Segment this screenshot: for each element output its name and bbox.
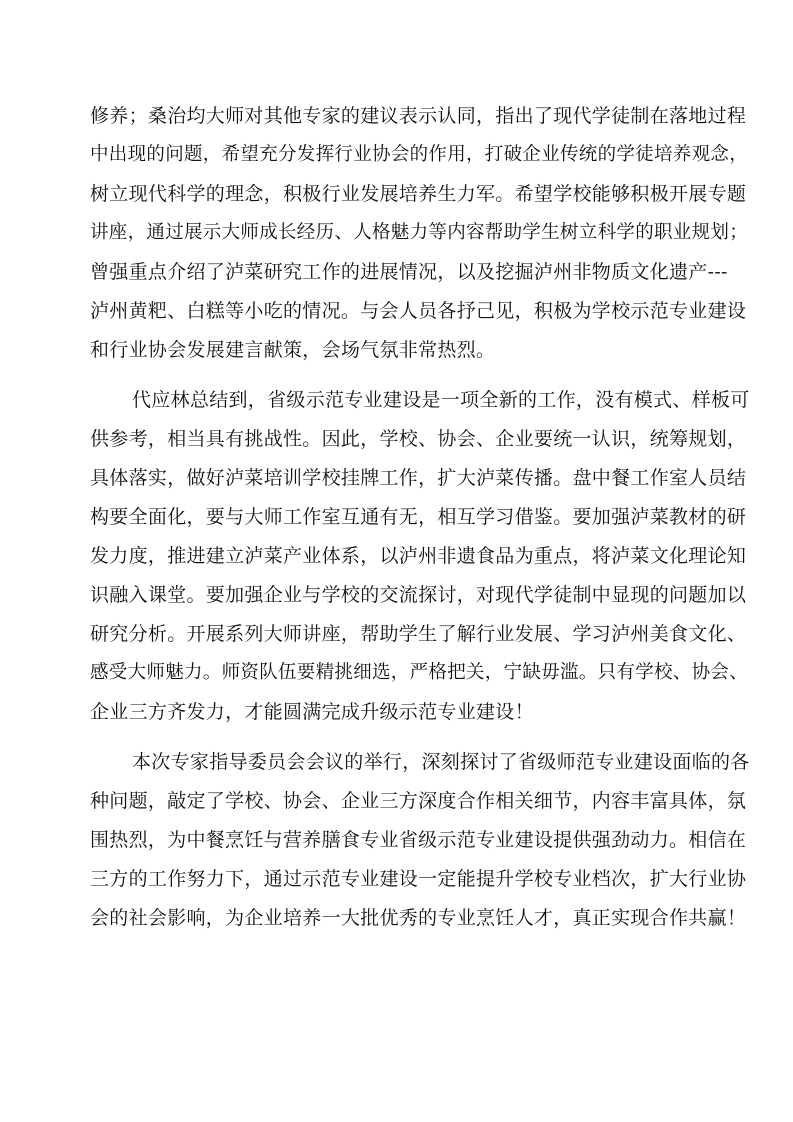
paragraph-line: 和行业协会发展建言献策，会场气氛非常热烈。	[90, 339, 496, 361]
paragraph-line: 发力度，推进建立泸菜产业体系，以泸州非遗食品为重点，将泸菜文化理论知	[90, 545, 747, 567]
paragraph-line: 修养；桑治均大师对其他专家的建议表示认同，指出了现代学徒制在落地过程	[90, 105, 747, 127]
paragraph-line: 会的社会影响，为企业培养一大批优秀的专业烹饪人才，真正实现合作共赢！	[90, 907, 747, 929]
paragraph-line: 本次专家指导委员会会议的举行，深刻探讨了省级师范专业建设面临的各	[132, 751, 750, 773]
paragraph-line: 识融入课堂。要加强企业与学校的交流探讨，对现代学徒制中显现的问题加以	[90, 584, 747, 606]
paragraph-line: 曾强重点介绍了泸菜研究工作的进展情况，以及挖掘泸州非物质文化遗产---	[90, 261, 728, 283]
paragraph-line: 代应林总结到，省级示范专业建设是一项全新的工作，没有模式、样板可	[132, 389, 750, 411]
paragraph-line: 具体落实，做好泸菜培训学校挂牌工作，扩大泸菜传播。盘中餐工作室人员结	[90, 467, 747, 489]
paragraph-line: 泸州黄粑、白糕等小吃的情况。与会人员各抒己见，积极为学校示范专业建设	[90, 300, 747, 322]
paragraph-line: 企业三方齐发力，才能圆满完成升级示范专业建设！	[90, 701, 534, 723]
paragraph-line: 研究分析。开展系列大师讲座，帮助学生了解行业发展、学习泸州美食文化、	[90, 623, 747, 645]
paragraph-line: 树立现代科学的理念，积极行业发展培养生力军。希望学校能够积极开展专题	[90, 183, 747, 205]
paragraph-line: 三方的工作努力下，通过示范专业建设一定能提升学校专业档次，扩大行业协	[90, 868, 747, 890]
paragraph-line: 围热烈，为中餐烹饪与营养膳食专业省级示范专业建设提供强劲动力。相信在	[90, 829, 747, 851]
paragraph-line: 供参考，相当具有挑战性。因此，学校、协会、企业要统一认识，统筹规划，	[90, 428, 747, 450]
paragraph-line: 中出现的问题，希望充分发挥行业协会的作用，打破企业传统的学徒培养观念，	[90, 144, 749, 165]
paragraph-line: 感受大师魅力。师资队伍要精挑细选，严格把关，宁缺毋滥。只有学校、协会、	[90, 662, 749, 683]
paragraph-line: 构要全面化，要与大师工作室互通有无，相互学习借鉴。要加强泸菜教材的研	[90, 506, 747, 528]
paragraph-line: 讲座，通过展示大师成长经历、人格魅力等内容帮助学生树立科学的职业规划；	[90, 222, 749, 243]
paragraph-line: 种问题，敲定了学校、协会、企业三方深度合作相关细节，内容丰富具体，氛	[90, 790, 747, 812]
